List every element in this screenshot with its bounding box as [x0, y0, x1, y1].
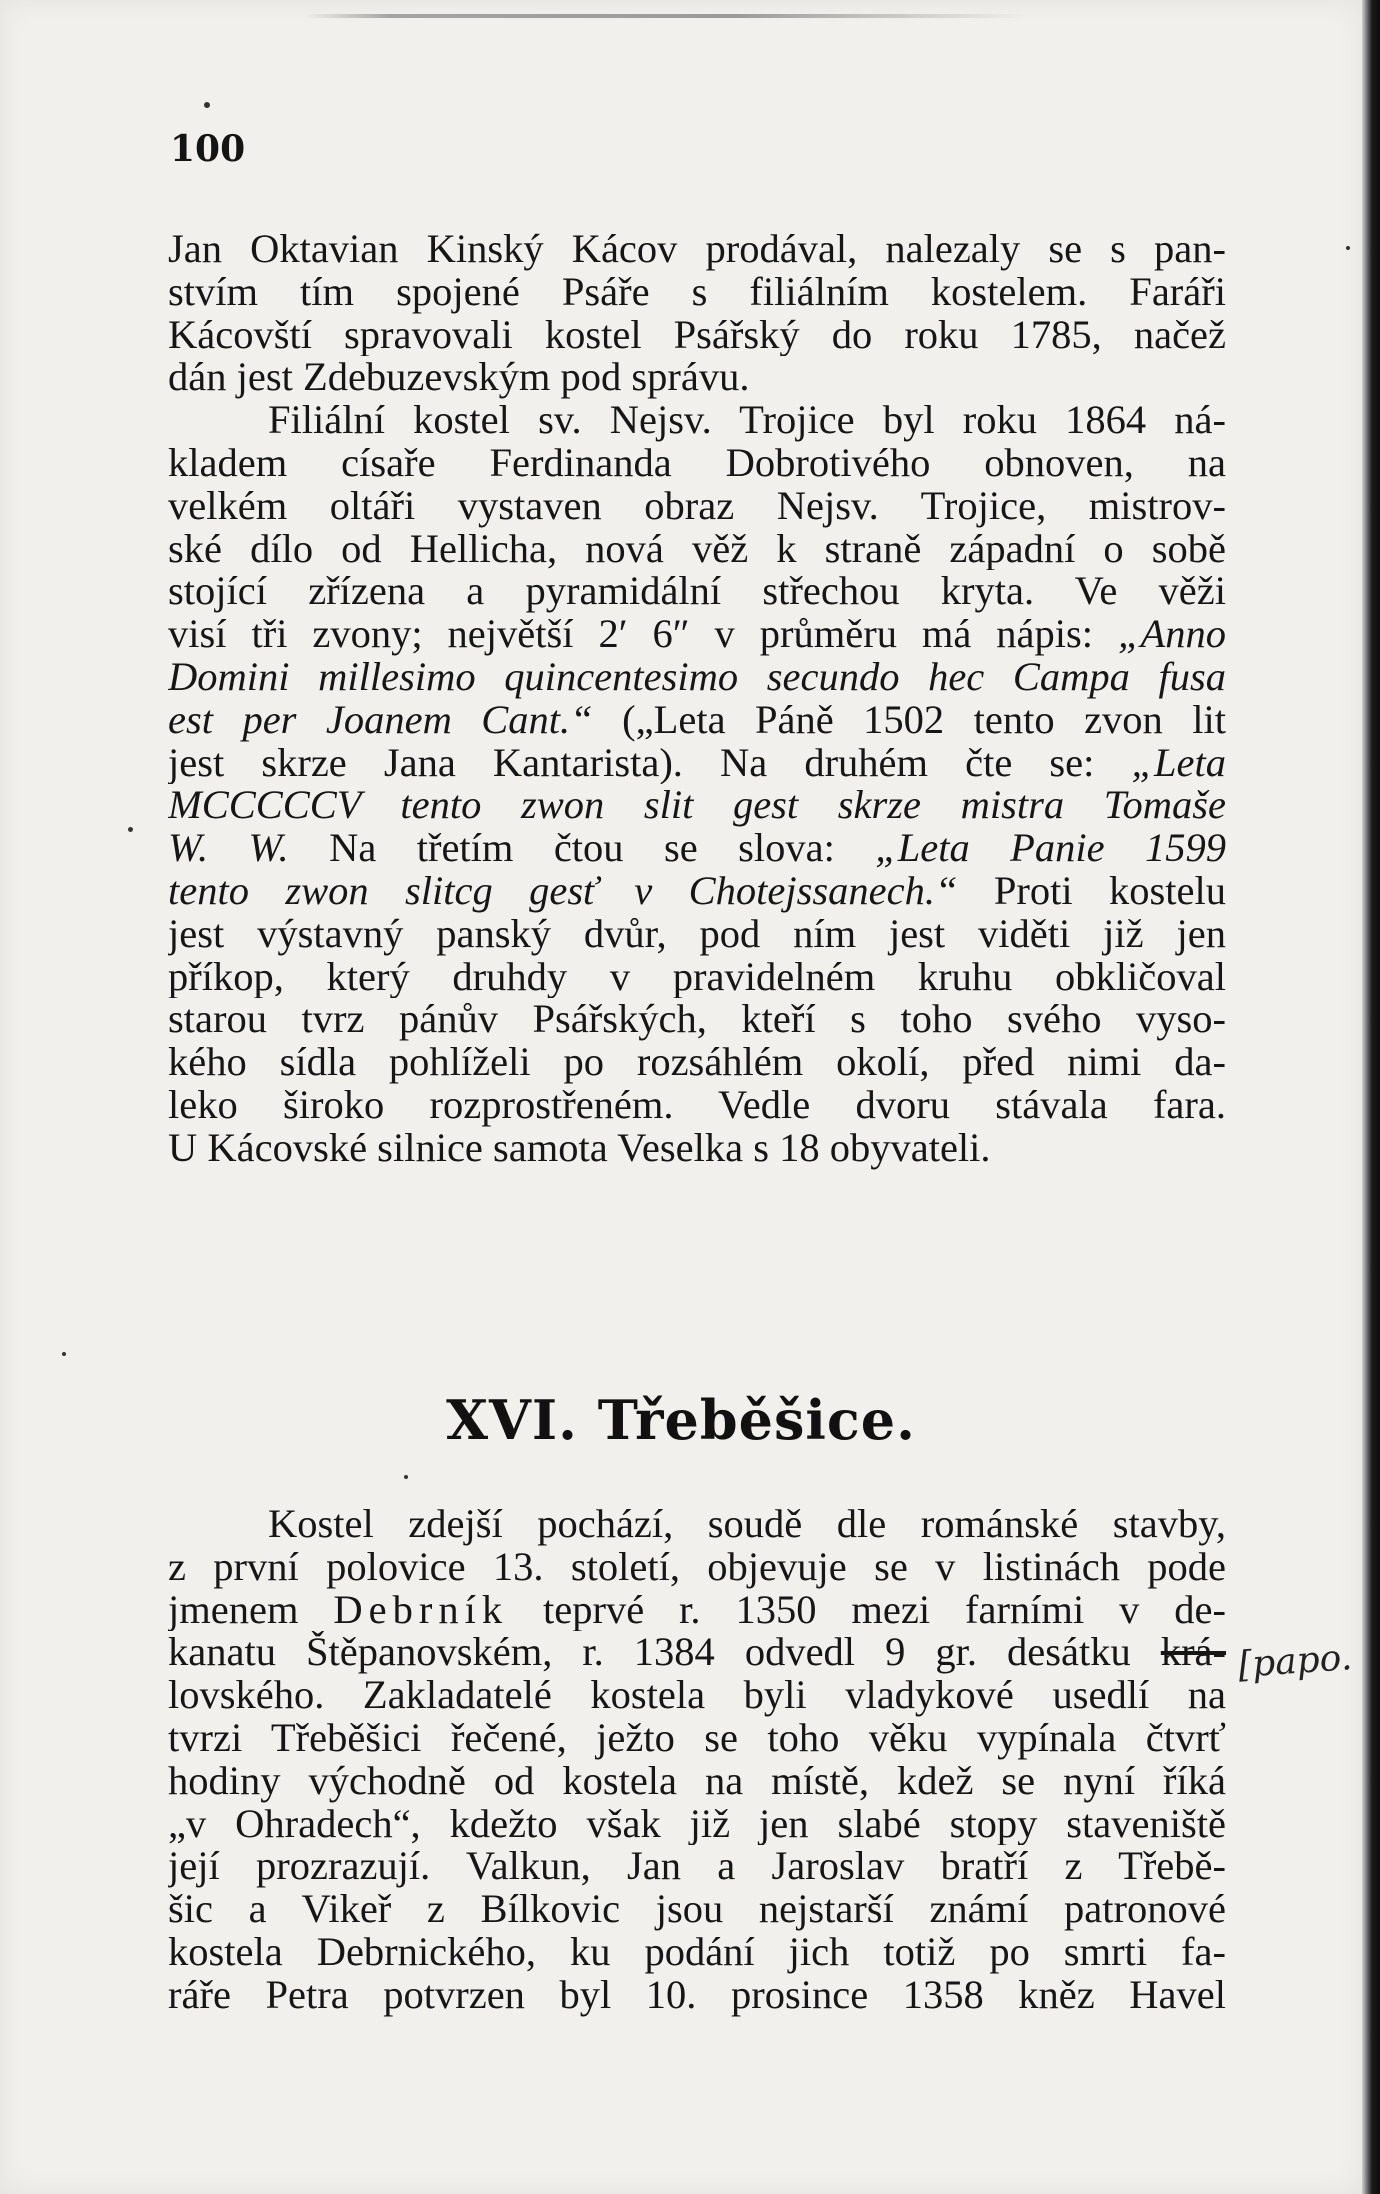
paragraph-kacov-psare — [168, 228, 1226, 1170]
handwritten-margin-note: [papo. — [1236, 1637, 1354, 1686]
text-line: kostela Debrnického, ku podání jich totiž po smrti fa- — [168, 1930, 1226, 1974]
text-line: ráře Petra potvrzen byl 10. prosince 1358 kněz Havel — [168, 1973, 1226, 2017]
text-line: dán jest Zdebuzevským pod správu. — [168, 356, 750, 400]
bell-inscription: „Leta — [1131, 741, 1226, 785]
text-line — [168, 870, 1226, 913]
text-line: příkop, který druhdy v pravidelném kruhu obkličoval — [168, 955, 1226, 999]
text-run: jest skrze Jana Kantarista). Na druhém čte se: — [168, 741, 1095, 785]
text-line: starou tvrz pánův Psářských, kteří s toho svého vyso- — [168, 998, 1226, 1042]
text-line: leko široko rozprostřeném. Vedle dvoru stávala fara. — [168, 1083, 1226, 1127]
text-line: velkém oltáři vystaven obraz Nejsv. Trojice, mistrov- — [168, 484, 1226, 528]
paragraph-trebesice — [168, 1503, 1226, 2017]
text-line: ské dílo od Hellicha, nová věž k straně západní o sobě — [168, 527, 1226, 571]
text-run: visí tři zvony; největší 2′ 6″ v průměru má nápis: — [168, 613, 1094, 656]
bell-inscription: W. W. — [168, 827, 289, 870]
text-line: šic a Vikeř z Bílkovic jsou nejstarší známí patronové — [168, 1888, 1226, 1931]
spaced-name: Debrník — [333, 1588, 509, 1632]
text-run: teprvé r. 1350 mezi farními v de- — [543, 1588, 1226, 1632]
text-line: Filiální kostel sv. Nejsv. Trojice byl roku 1864 ná- — [268, 399, 1226, 442]
scan-speck — [1346, 246, 1350, 250]
scan-speck — [404, 1475, 408, 1479]
page-edge-shadow — [1362, 0, 1380, 2194]
text-run: jmenem — [168, 1588, 299, 1632]
text-line: kého sídla pohlíželi po rozsáhlém okolí, před nimi da- — [168, 1041, 1226, 1084]
text-line: jest výstavný panský dvůr, pod ním jest viděti již jen — [168, 912, 1226, 956]
latin-quote: „Anno — [1117, 613, 1226, 656]
text-line — [168, 699, 1226, 742]
bell-inscription: tento zwon slitcg gesť v Chotejssanech.“ — [168, 869, 958, 913]
bell-inscription: „Leta Panie 1599 — [875, 827, 1226, 870]
text-line: Kácovští spravovali kostel Psářský do roku 1785, načež — [168, 313, 1226, 357]
page-number: 100 — [170, 128, 246, 170]
text-line: „v Ohradech“, kdežto však již jen slabé stopy staveniště — [168, 1802, 1226, 1846]
text-run: Proti kostelu — [993, 869, 1226, 913]
latin-quote-line: Domini millesimo quincentesimo secundo hec Campa fusa — [168, 655, 1226, 699]
text-line: její prozrazují. Valkun, Jan a Jaroslav bratří z Třebě- — [168, 1845, 1226, 1889]
text-run: Na třetím čtou se slova: — [329, 827, 835, 870]
text-line — [168, 1631, 1226, 1674]
text-run: kanatu Štěpanovském, r. 1384 odvedl 9 gr. desátku — [168, 1631, 1131, 1675]
latin-quote: est per Joanem Cant.“ — [168, 698, 593, 742]
text-line — [168, 827, 1226, 870]
text-line: stojící zřízena a pyramidální střechou kryta. Ve věži — [168, 570, 1226, 614]
text-line: kladem císaře Ferdinanda Dobrotivého obnoven, na — [168, 441, 1226, 485]
text-line — [168, 1589, 1226, 1632]
text-line: stvím tím spojené Psáře s filiálním kostelem. Faráři — [168, 270, 1226, 314]
text-run: („Leta Páně 1502 tento zvon lit — [622, 698, 1226, 742]
scan-speck — [62, 1352, 66, 1356]
text-line: Jan Oktavian Kinský Kácov prodával, nalezaly se s pan- — [168, 228, 1226, 271]
section-heading: XVI. Třeběšice. — [446, 1388, 916, 1452]
text-line: tvrzi Třeběšici řečené, ježto se toho věku vypínala čtvrť — [168, 1716, 1226, 1760]
text-line — [168, 742, 1226, 785]
bell-inscription-line: MCCCCCV tento zwon slit gest skrze mistra Tomaše — [168, 784, 1226, 828]
text-line: hodiny východně od kostela na místě, kdež se nyní říká — [168, 1759, 1226, 1803]
scan-speck — [128, 827, 133, 832]
text-line: z první polovice 13. století, objevuje se v listinách pode — [168, 1545, 1226, 1589]
scan-speck — [204, 102, 210, 108]
text-line: Kostel zdejší pochází, soudě dle románské stavby, — [268, 1503, 1226, 1546]
text-line — [168, 613, 1226, 656]
struck-word: krá- — [1160, 1631, 1226, 1675]
text-line: U Kácovské silnice samota Veselka s 18 obyvateli. — [168, 1126, 991, 1170]
text-line: lovského. Zakladatelé kostela byli vladykové usedlí na — [168, 1674, 1226, 1717]
top-scan-artifact — [305, 14, 1025, 18]
